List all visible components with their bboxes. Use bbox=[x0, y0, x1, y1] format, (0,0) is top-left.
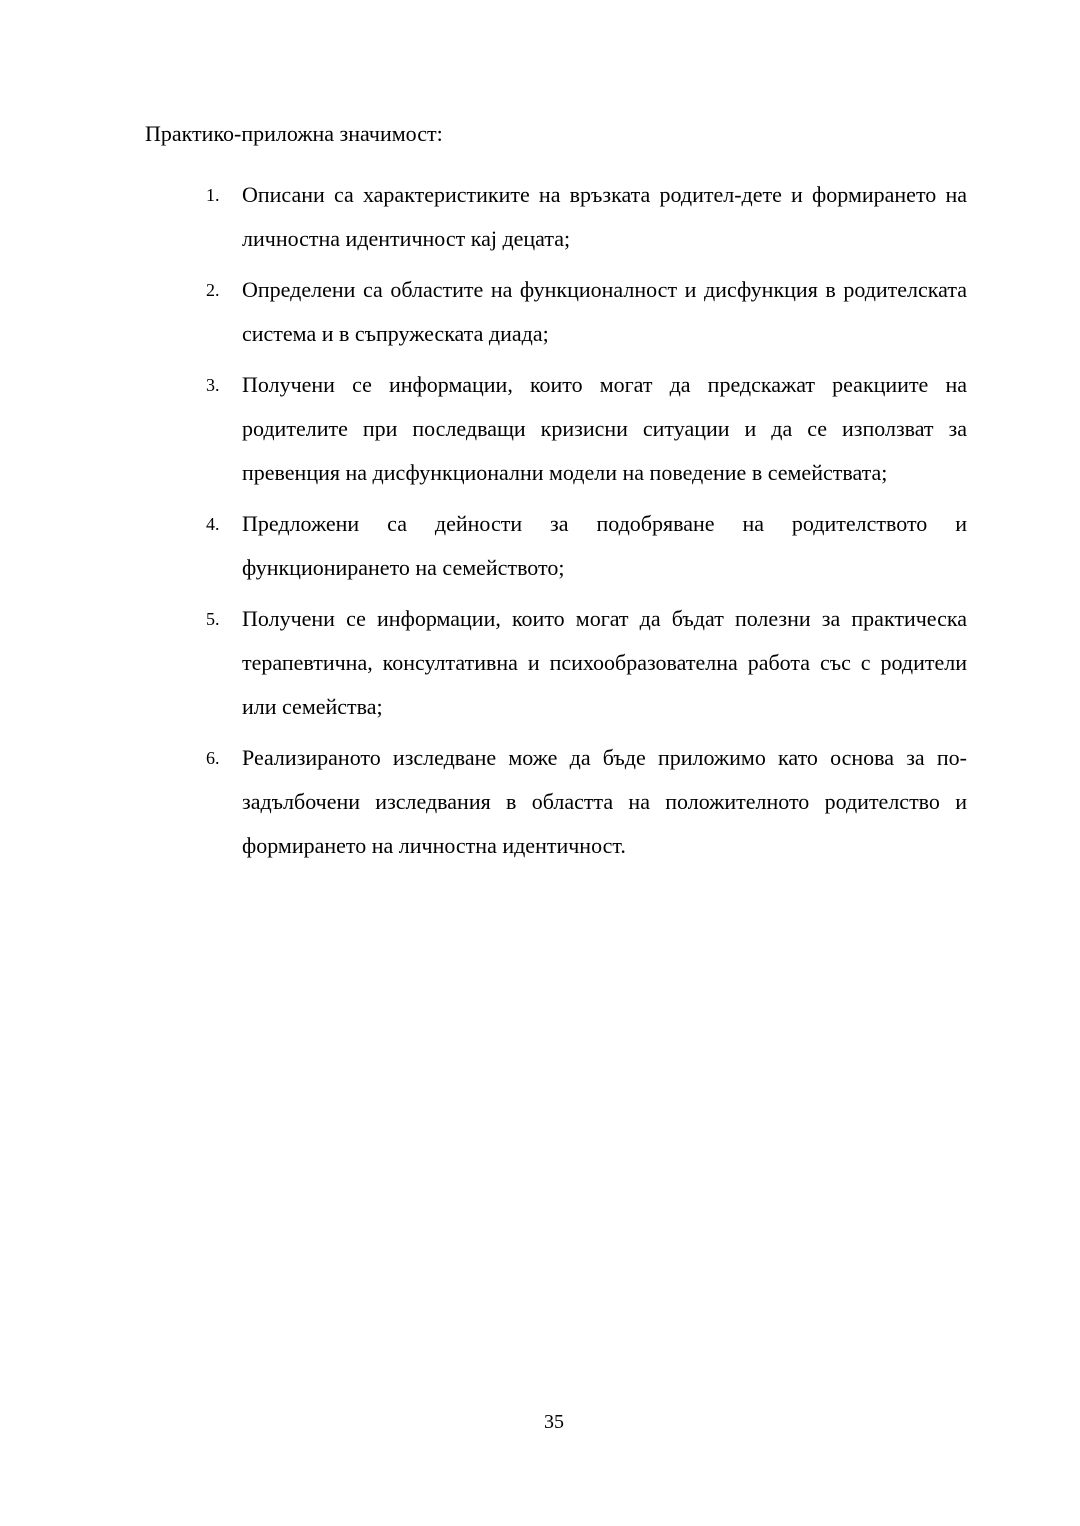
list-item-number: 6. bbox=[206, 748, 220, 768]
list-item-number: 1. bbox=[206, 185, 220, 205]
list-item-text: Предложени са дейности за подобряване на родителството и функционирането на семейството; bbox=[242, 511, 967, 580]
list-item bbox=[206, 363, 967, 495]
list-item-number: 4. bbox=[206, 514, 220, 534]
list-item-number: 3. bbox=[206, 375, 220, 395]
list-item-number: 5. bbox=[206, 609, 220, 629]
list-item-number: 2. bbox=[206, 280, 220, 300]
list-item-text: Реализираното изследване може да бъде приложимо като основа за по- задълбочени изследвания в областта на положителното родителство и формирането на личностна идентичност. bbox=[242, 745, 967, 858]
list-item bbox=[206, 502, 967, 590]
list-item-text: Определени са областите на функционалност и дисфункция в родителската система и в съпружеската диада; bbox=[242, 277, 967, 346]
list-item bbox=[206, 736, 967, 868]
list-item bbox=[206, 268, 967, 356]
list-item-text: Получени се информации, които могат да предскажат реакциите на родителите при последващи кризисни ситуации и да се използват за превенция на дисфункционални модели на поведение в семействата; bbox=[242, 372, 967, 485]
list-item bbox=[206, 597, 967, 729]
list-item-text: Получени се информации, които могат да бъдат полезни за практическа терапевтична, консултативна и психообразователна работа със с родители или семейства; bbox=[242, 606, 967, 719]
section-heading: Практико-приложна значимост: bbox=[145, 121, 443, 146]
list-item bbox=[206, 173, 967, 261]
significance-list bbox=[206, 173, 967, 875]
page-number: 35 bbox=[544, 1411, 564, 1433]
list-item-text: Описани са характеристиките на връзката родител-дете и формирането на личностна идентичност кај децата; bbox=[242, 182, 967, 251]
